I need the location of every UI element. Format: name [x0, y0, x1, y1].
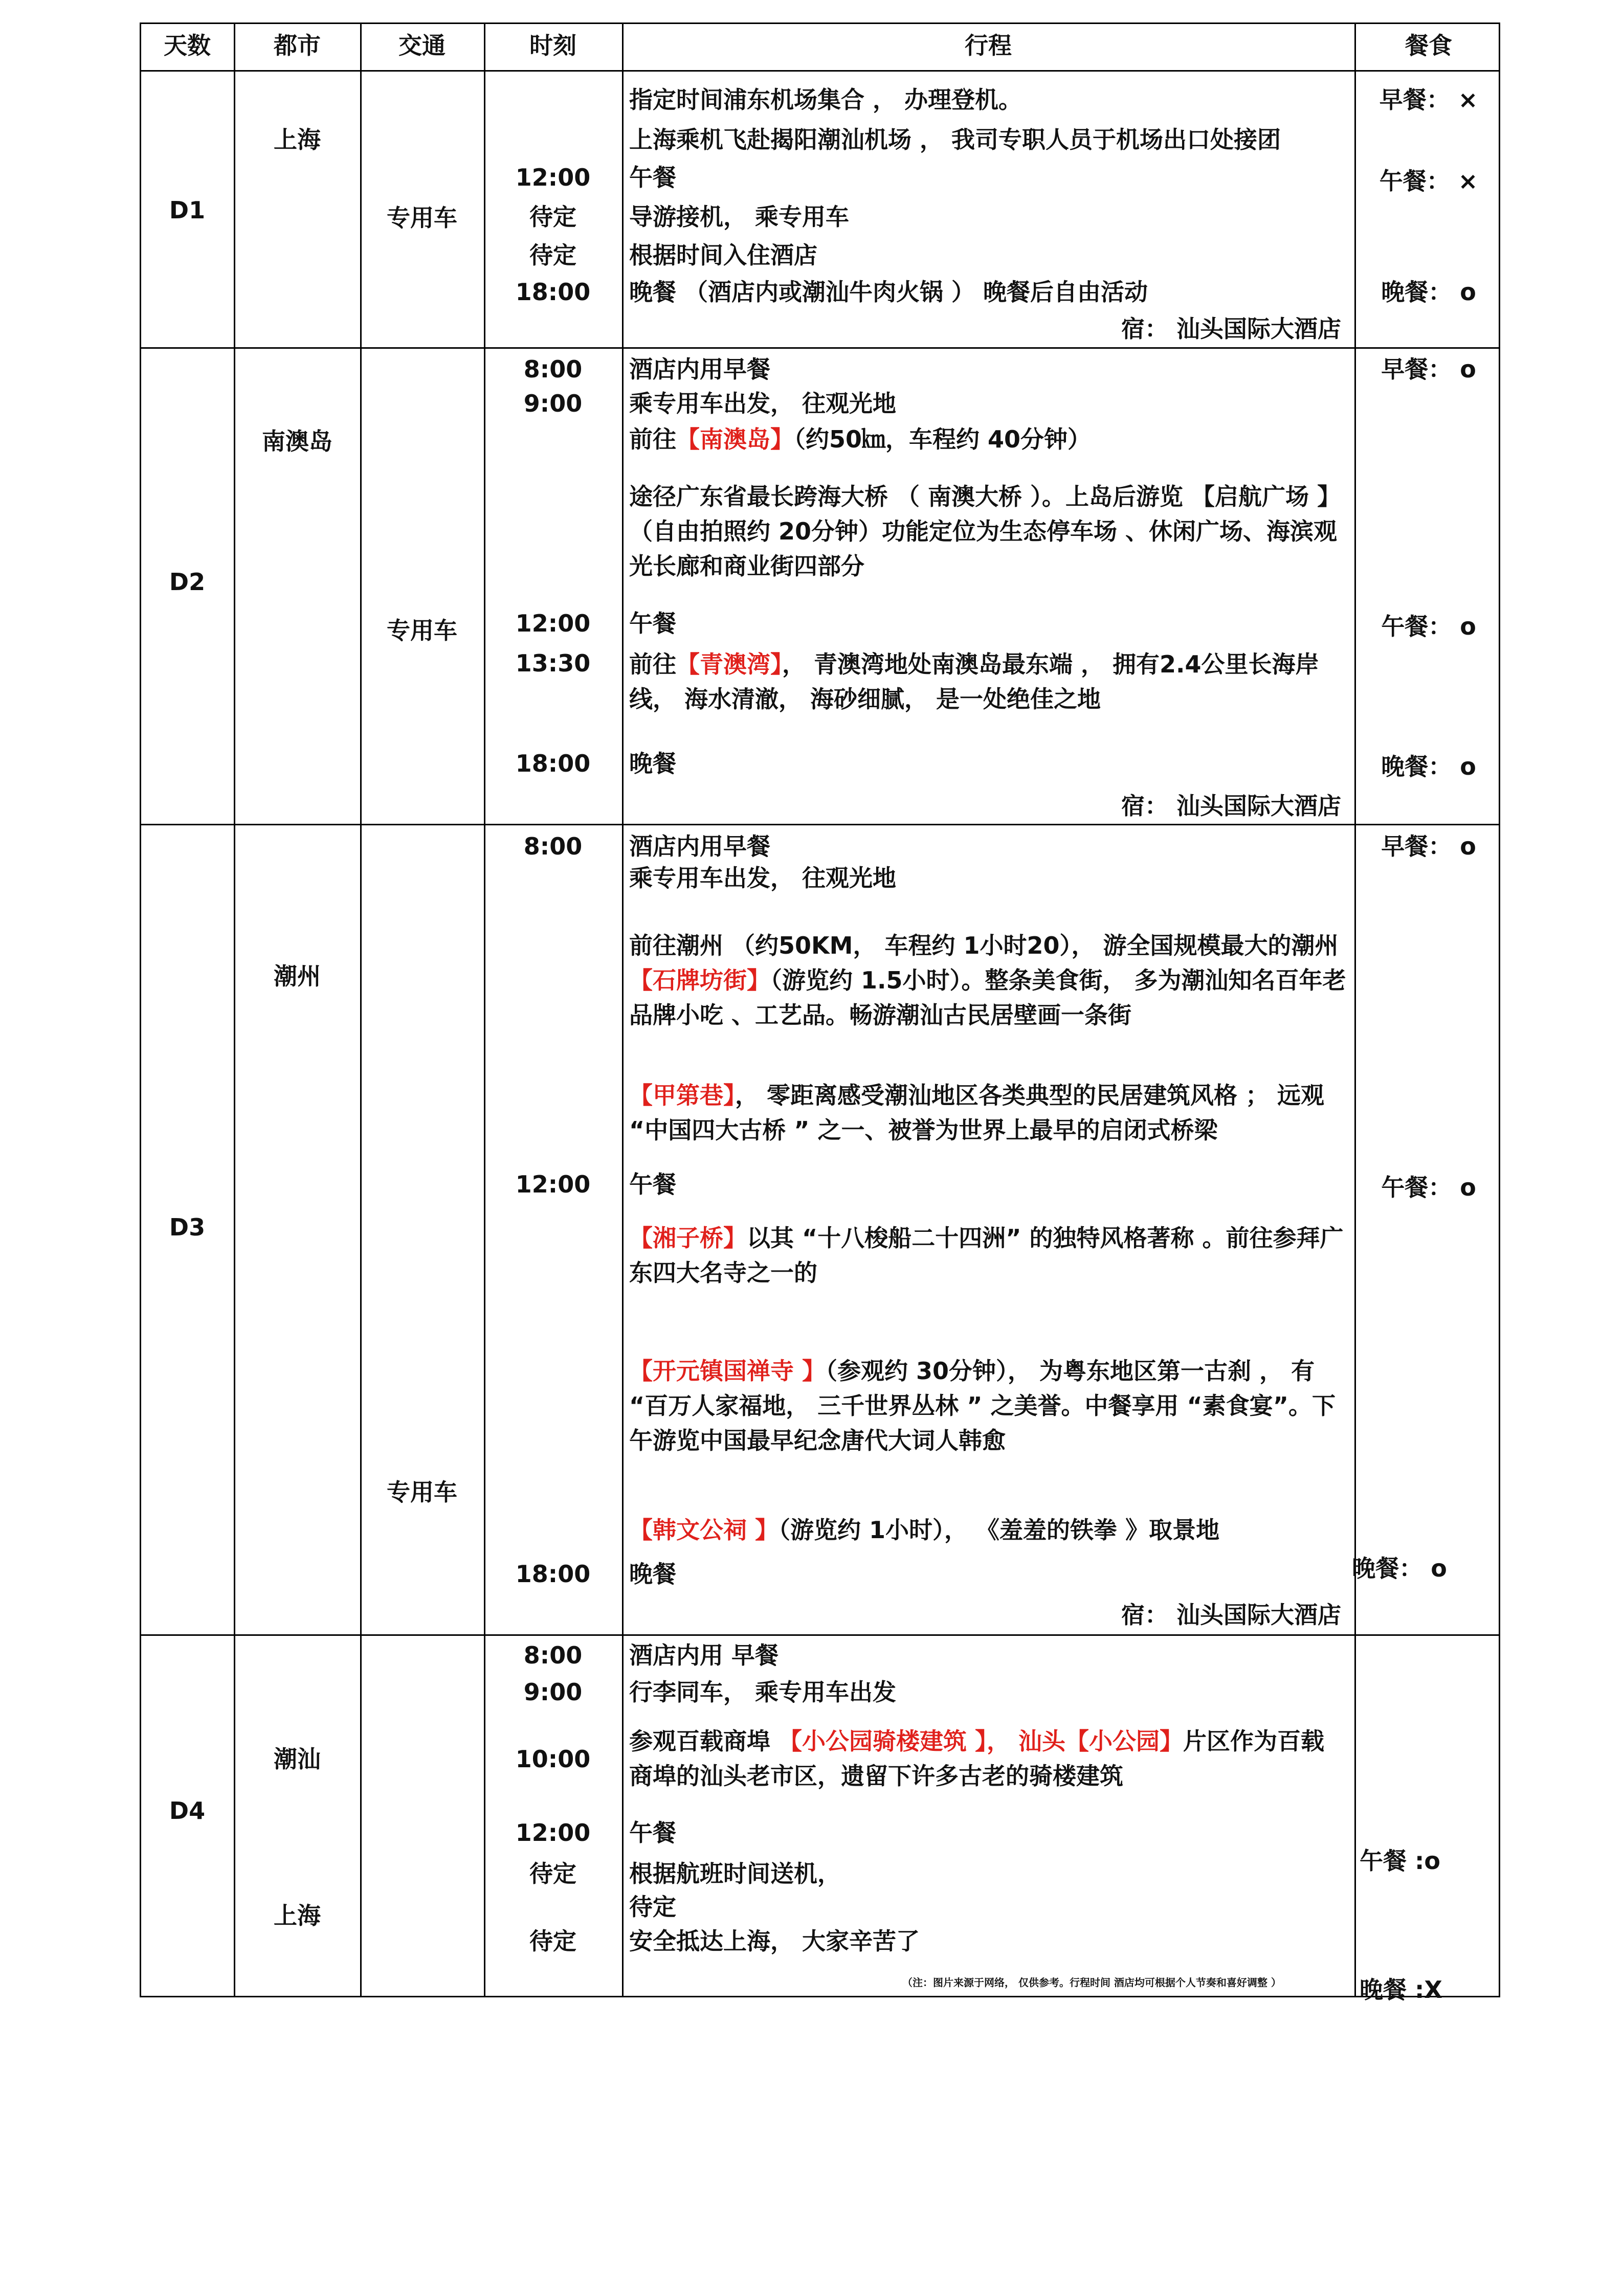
itinerary-line: 根据时间入住酒店 [629, 241, 817, 269]
time-label: 12:00 [515, 164, 591, 191]
column-divider [484, 24, 485, 1996]
meal-label: 午餐： × [1379, 167, 1478, 195]
city-label: 上海 [274, 1902, 321, 1929]
city-label: 南澳岛 [262, 427, 332, 455]
hotel-label: 宿： 汕头国际大酒店 [1121, 792, 1341, 820]
time-label: 12:00 [515, 1170, 591, 1198]
day-label: D2 [169, 568, 206, 596]
itinerary-line: 晚餐 [629, 750, 676, 777]
meal-label: 晚餐： o [1352, 1555, 1447, 1582]
itinerary-line: 乘专用车出发， 往观光地 [629, 390, 897, 417]
time-label: 待定 [529, 203, 576, 231]
meal-label: 早餐： o [1381, 355, 1476, 383]
itinerary-line: 午餐 [629, 1819, 676, 1847]
time-label: 18:00 [515, 1560, 591, 1588]
meal-label: 晚餐： o [1381, 753, 1476, 780]
itinerary-line: 待定 [629, 1893, 676, 1921]
transport-label: 专用车 [387, 204, 457, 232]
itinerary-line: 前往【南澳岛】（约50㎞，车程约 40分钟） [629, 425, 1092, 453]
header-transport: 交通 [398, 32, 446, 59]
itinerary-line: 安全抵达上海， 大家辛苦了 [629, 1927, 920, 1955]
itinerary-line: 酒店内用早餐 [629, 832, 770, 860]
itinerary-line: 午餐 [629, 164, 676, 191]
itinerary-line: 导游接机， 乘专用车 [629, 203, 850, 231]
itinerary-line: 行李同车， 乘专用车出发 [629, 1678, 897, 1706]
itinerary-table [140, 22, 1500, 2004]
itinerary-line: 晚餐 （酒店内或潮汕牛肉火锅 ） 晚餐后自由活动 [629, 278, 1148, 306]
footnote: （注：图片来源于网络， 仅供参考。行程时间 酒店均可根据个人节奏和喜好调整 ） [902, 1976, 1281, 1989]
row-divider [141, 70, 1499, 72]
attraction-highlight: 【韩文公祠 】 [629, 1516, 779, 1544]
city-label: 上海 [274, 126, 321, 153]
time-label: 9:00 [523, 390, 583, 417]
header-itinerary: 行程 [965, 32, 1012, 59]
time-label: 待定 [529, 241, 576, 269]
itinerary-line: 乘专用车出发， 往观光地 [629, 864, 897, 892]
row-divider [141, 1634, 1499, 1636]
attraction-highlight: 【甲第巷】 [629, 1082, 735, 1109]
meal-label: 午餐 :o [1360, 1847, 1441, 1875]
meal-label: 晚餐： o [1381, 278, 1476, 306]
day-label: D1 [169, 196, 206, 224]
itinerary-line: 酒店内用 早餐 [629, 1641, 779, 1669]
itinerary-line: 指定时间浦东机场集合 ， 办理登机。 [629, 86, 1022, 114]
time-label: 13:30 [515, 649, 591, 677]
header-city: 都市 [274, 32, 321, 59]
transport-label: 专用车 [387, 617, 457, 644]
attraction-highlight: 【青澳湾】 [676, 650, 782, 678]
day-label: D3 [169, 1213, 206, 1241]
row-divider [141, 347, 1499, 349]
itinerary-line: 【韩文公祠 】（游览约 1小时）， 《羞羞的铁拳 》取景地 [629, 1516, 1220, 1544]
city-label: 潮汕 [274, 1745, 321, 1773]
itinerary-line: 午餐 [629, 1170, 676, 1198]
itinerary-paragraph: 【湘子桥】以其 “十八梭船二十四洲” 的独特风格著称 。前往参拜广东四大名寺之一的 [629, 1224, 1344, 1287]
day-label: D4 [169, 1797, 206, 1825]
header-meals: 餐食 [1405, 32, 1452, 59]
meal-label: 早餐： o [1381, 832, 1476, 860]
itinerary-line: 午餐 [629, 610, 676, 637]
itinerary-paragraph: 参观百载商埠 【小公园骑楼建筑 】， 汕头【小公园】片区作为百载商埠的汕头老市区，遗留下许多古老的骑楼建筑 [629, 1727, 1325, 1790]
hotel-label: 宿： 汕头国际大酒店 [1121, 315, 1341, 343]
time-label: 待定 [529, 1860, 576, 1887]
city-label: 潮州 [274, 962, 321, 990]
attraction-highlight: 【石牌坊街】 [629, 966, 770, 994]
attraction-highlight: 【南澳岛】 [676, 425, 794, 453]
attraction-highlight: 【小公园骑楼建筑 】， 汕头【小公园】 [778, 1727, 1184, 1755]
meal-label: 早餐： × [1379, 86, 1478, 114]
transport-label: 专用车 [387, 1478, 457, 1506]
time-label: 8:00 [523, 1641, 583, 1669]
itinerary-line: 晚餐 [629, 1560, 676, 1588]
itinerary-paragraph: 前往潮州 （约50KM， 车程约 1小时20）， 游全国规模最大的潮州【石牌坊街】（游览约 1.5小时）。整条美食街， 多为潮汕知名百年老品牌小吃 、工艺品。畅游潮汕古民居壁画一条街 [629, 932, 1346, 1029]
itinerary-paragraph: 前往【青澳湾】， 青澳湾地处南澳岛最东端 ， 拥有2.4公里长海岸线， 海水清澈， 海砂细腻， 是一处绝佳之地 [629, 650, 1319, 713]
itinerary-line: 上海乘机飞赴揭阳潮汕机场 ， 我司专职人员于机场出口处接团 [629, 126, 1281, 153]
time-label: 8:00 [523, 355, 583, 383]
time-label: 12:00 [515, 1819, 591, 1847]
attraction-highlight: 【湘子桥】 [629, 1224, 747, 1252]
attraction-highlight: 【开元镇国禅寺 】 [629, 1357, 826, 1385]
meal-label: 午餐： o [1381, 613, 1476, 640]
time-label: 待定 [529, 1927, 576, 1955]
meal-label: 午餐： o [1381, 1174, 1476, 1201]
column-divider [1354, 24, 1356, 1996]
column-divider [234, 24, 235, 1996]
hotel-label: 宿： 汕头国际大酒店 [1121, 1601, 1341, 1629]
column-divider [360, 24, 362, 1996]
time-label: 9:00 [523, 1678, 583, 1706]
itinerary-paragraph: 【甲第巷】， 零距离感受潮汕地区各类典型的民居建筑风格 ； 远观 “中国四大古桥 ” 之一、被誉为世界上最早的启闭式桥梁 [629, 1082, 1325, 1144]
header-time: 时刻 [529, 32, 576, 59]
time-label: 18:00 [515, 750, 591, 777]
meal-label: 晚餐 :X [1360, 1976, 1442, 2004]
itinerary-paragraph: 途径广东省最长跨海大桥 （ 南澳大桥 ）。上岛后游览 【启航广场 】（自由拍照约 20分钟）功能定位为生态停车场 、休闲广场、海滨观光长廊和商业街四部分 [629, 483, 1341, 580]
row-divider [141, 824, 1499, 825]
time-label: 12:00 [515, 610, 591, 637]
header-day: 天数 [164, 32, 211, 59]
itinerary-line: 根据航班时间送机， [629, 1860, 841, 1887]
column-divider [622, 24, 624, 1996]
time-label: 18:00 [515, 278, 591, 306]
time-label: 8:00 [523, 832, 583, 860]
time-label: 10:00 [515, 1745, 591, 1773]
itinerary-line: 酒店内用早餐 [629, 355, 770, 383]
itinerary-paragraph: 【开元镇国禅寺 】（参观约 30分钟）， 为粤东地区第一古刹 ， 有 “百万人家福地， 三千世界丛林 ” 之美誉。中餐享用 “素食宴”。下午游览中国最早纪念唐代大词人韩愈 [629, 1357, 1336, 1454]
